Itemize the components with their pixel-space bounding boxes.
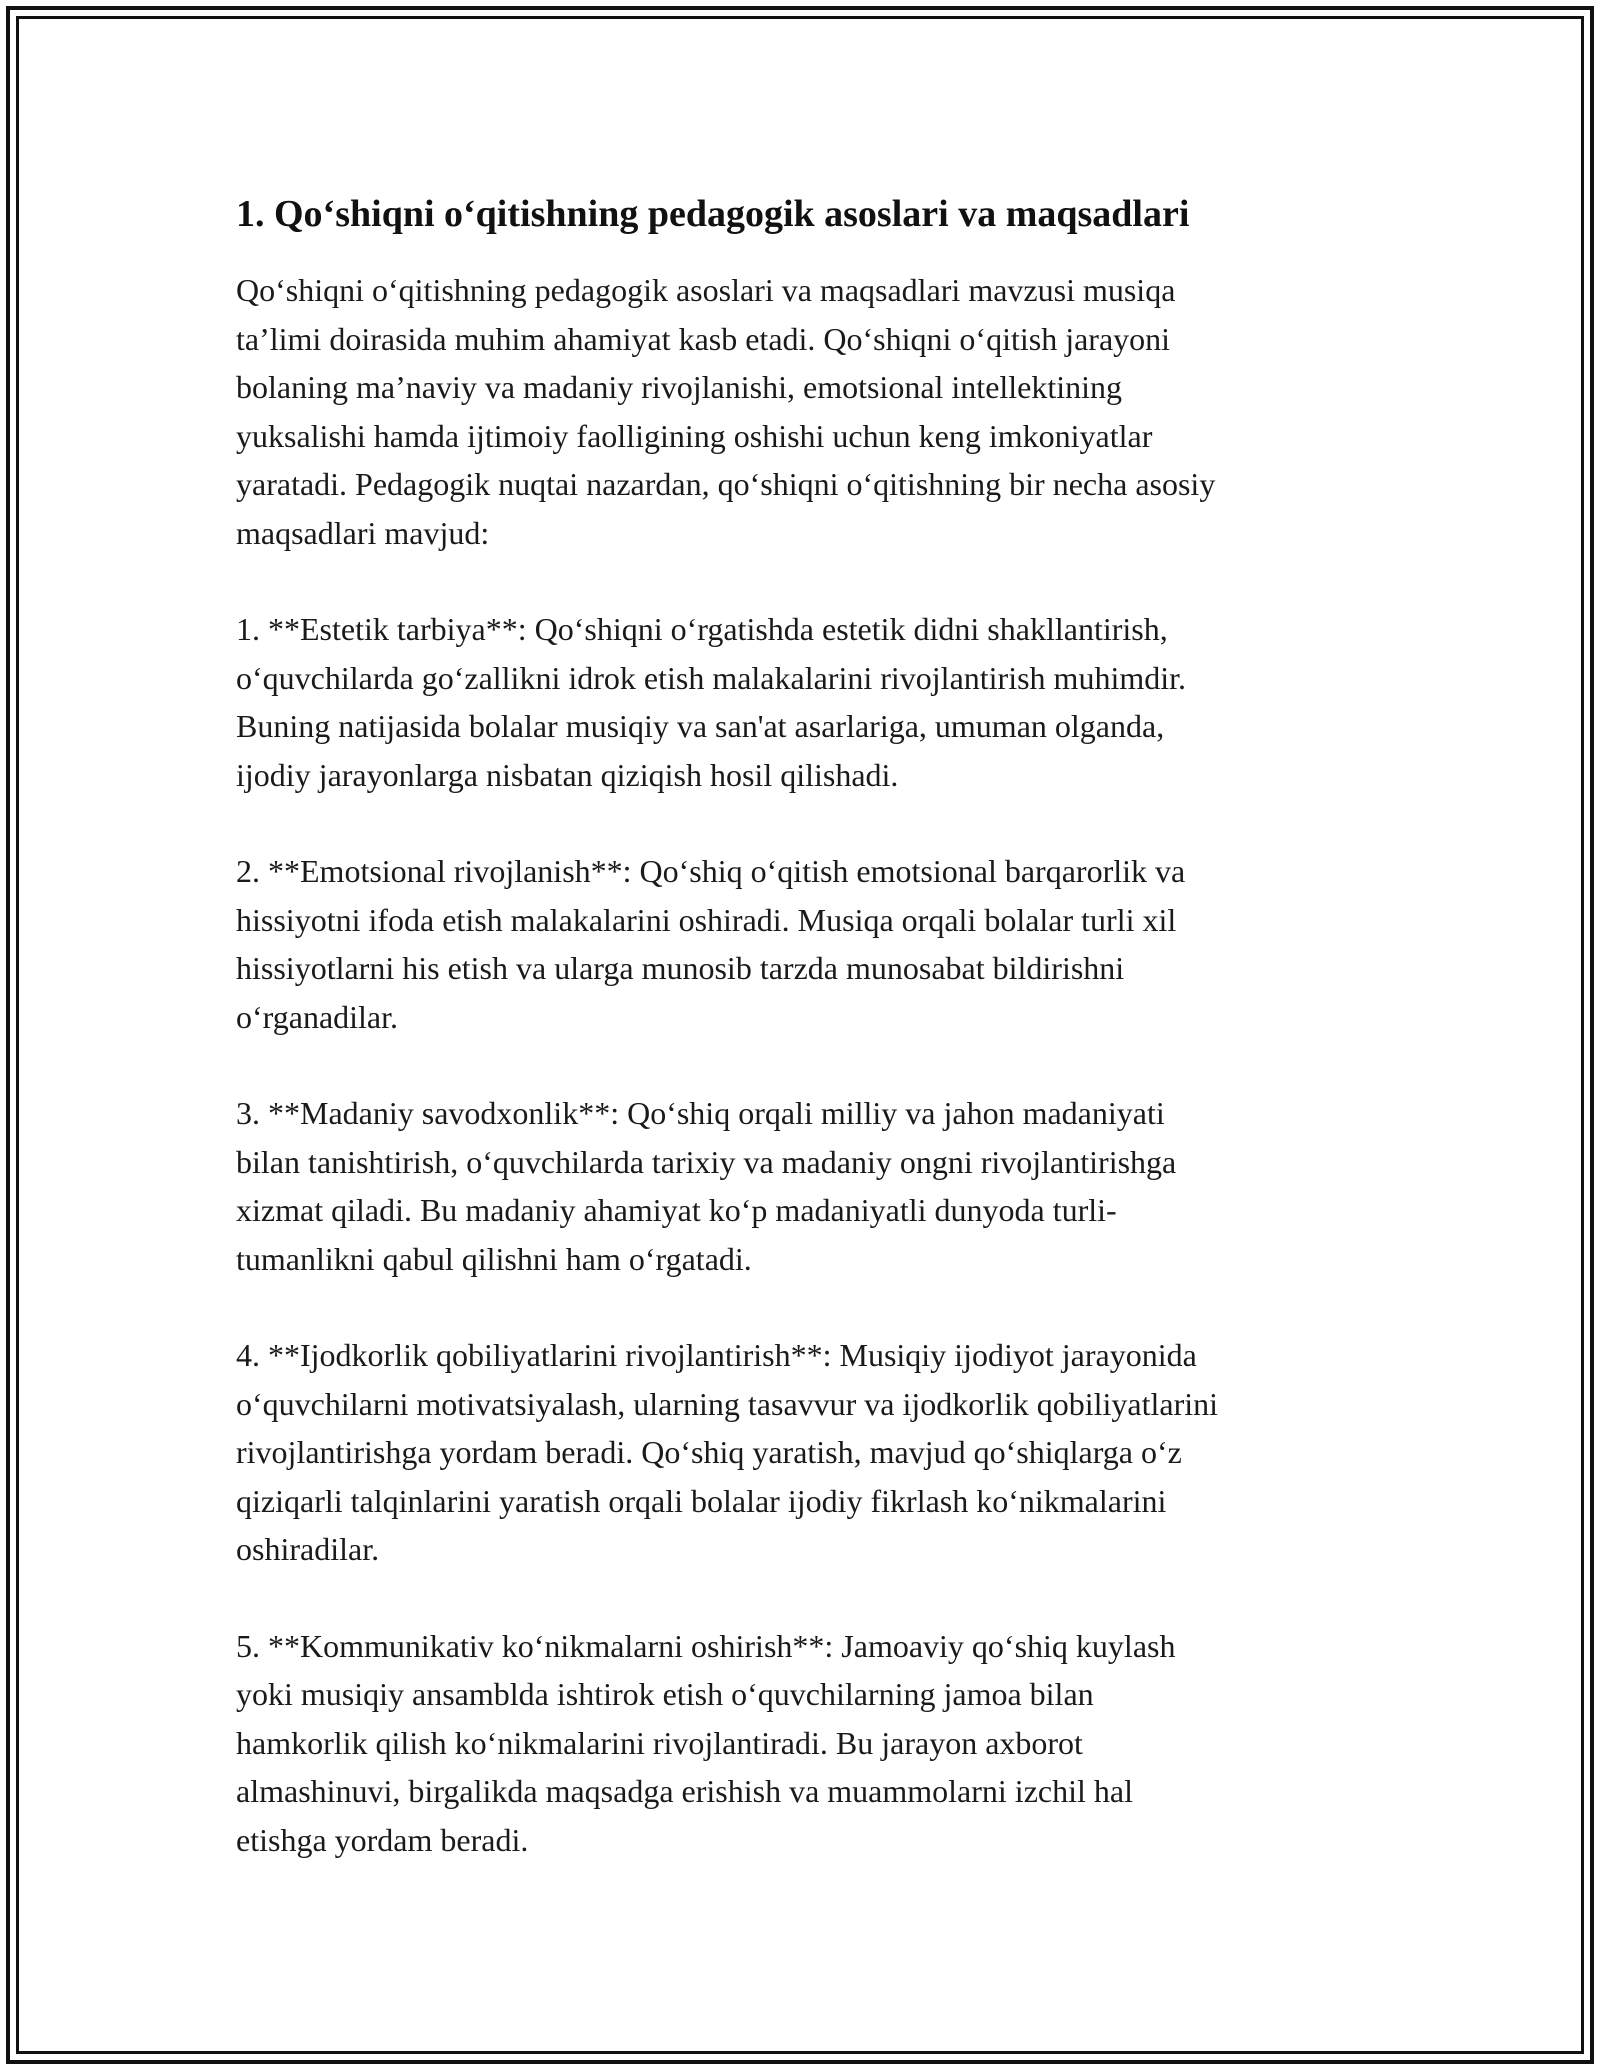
section-heading: 1. Qo‘shiqni o‘qitishning pedagogik asoslari va maqsadlari xyxy=(236,193,1190,235)
document-body xyxy=(236,186,1366,1912)
list-item-kommunikativ: 5. **Kommunikativ ko‘nikmalarni oshirish**: Jamoaviy qo‘shiq kuylash yoki musiqiy ansamblda ishtirok etish o‘quvchilarning jamoa bilan hamkorlik qilish ko‘nikmalarini rivojlantiradi. Bu jarayon axborot almashinuvi, birgalikda maqsadga erishish va muammolarni izchil hal etishga yordam beradi. xyxy=(236,1627,1176,1858)
intro-paragraph: Qo‘shiqni o‘qitishning pedagogik asoslari va maqsadlari mavzusi musiqa ta’limi doirasida muhim ahamiyat kasb etadi. Qo‘shiqni o‘qitish jarayoni bolaning ma’naviy va madaniy rivojlanishi, emotsional intellektining yuksalishi hamda ijtimoiy faolligining oshishi uchun keng imkoniyatlar yaratadi. Pedagogik nuqtai nazardan, qo‘shiqni o‘qitishning bir necha asosiy maqsadlari mavjud: xyxy=(236,272,1216,551)
list-item-estetik-tarbiya: 1. **Estetik tarbiya**: Qo‘shiqni o‘rgatishda estetik didni shakllantirish, o‘quvchilarda go‘zallikni idrok etish malakalarini rivojlantirish muhimdir. Buning natijasida bolalar musiqiy va san'at asarlariga, umuman olganda, ijodiy jarayonlarga nisbatan qiziqish hosil qilishadi. xyxy=(236,611,1186,793)
list-item-emotsional-rivojlanish: 2. **Emotsional rivojlanish**: Qo‘shiq o‘qitish emotsional barqarorlik va hissiyotni ifoda etish malakalarini oshiradi. Musiqa orqali bolalar turli xil hissiyotlarni his etish va ularga munosib tarzda munosabat bildirishni o‘rganadilar. xyxy=(236,853,1186,1035)
list-item-ijodkorlik: 4. **Ijodkorlik qobiliyatlarini rivojlantirish**: Musiqiy ijodiyot jarayonida o‘quvchilarni motivatsiyalash, ularning tasavvur va ijodkorlik qobiliyatlarini rivojlantirishga yordam beradi. Qo‘shiq yaratish, mavjud qo‘shiqlarga o‘z qiziqarli talqinlarini yaratish orqali bolalar ijodiy fikrlash ko‘nikmalarini oshiradilar. xyxy=(236,1337,1219,1567)
list-item-madaniy-savodxonlik: 3. **Madaniy savodxonlik**: Qo‘shiq orqali milliy va jahon madaniyati bilan tanishtirish, o‘quvchilarda tarixiy va madaniy ongni rivojlantirishga xizmat qiladi. Bu madaniy ahamiyat ko‘p madaniyatli dunyoda turli- tumanlikni qabul qilishni ham o‘rgatadi. xyxy=(236,1095,1177,1277)
